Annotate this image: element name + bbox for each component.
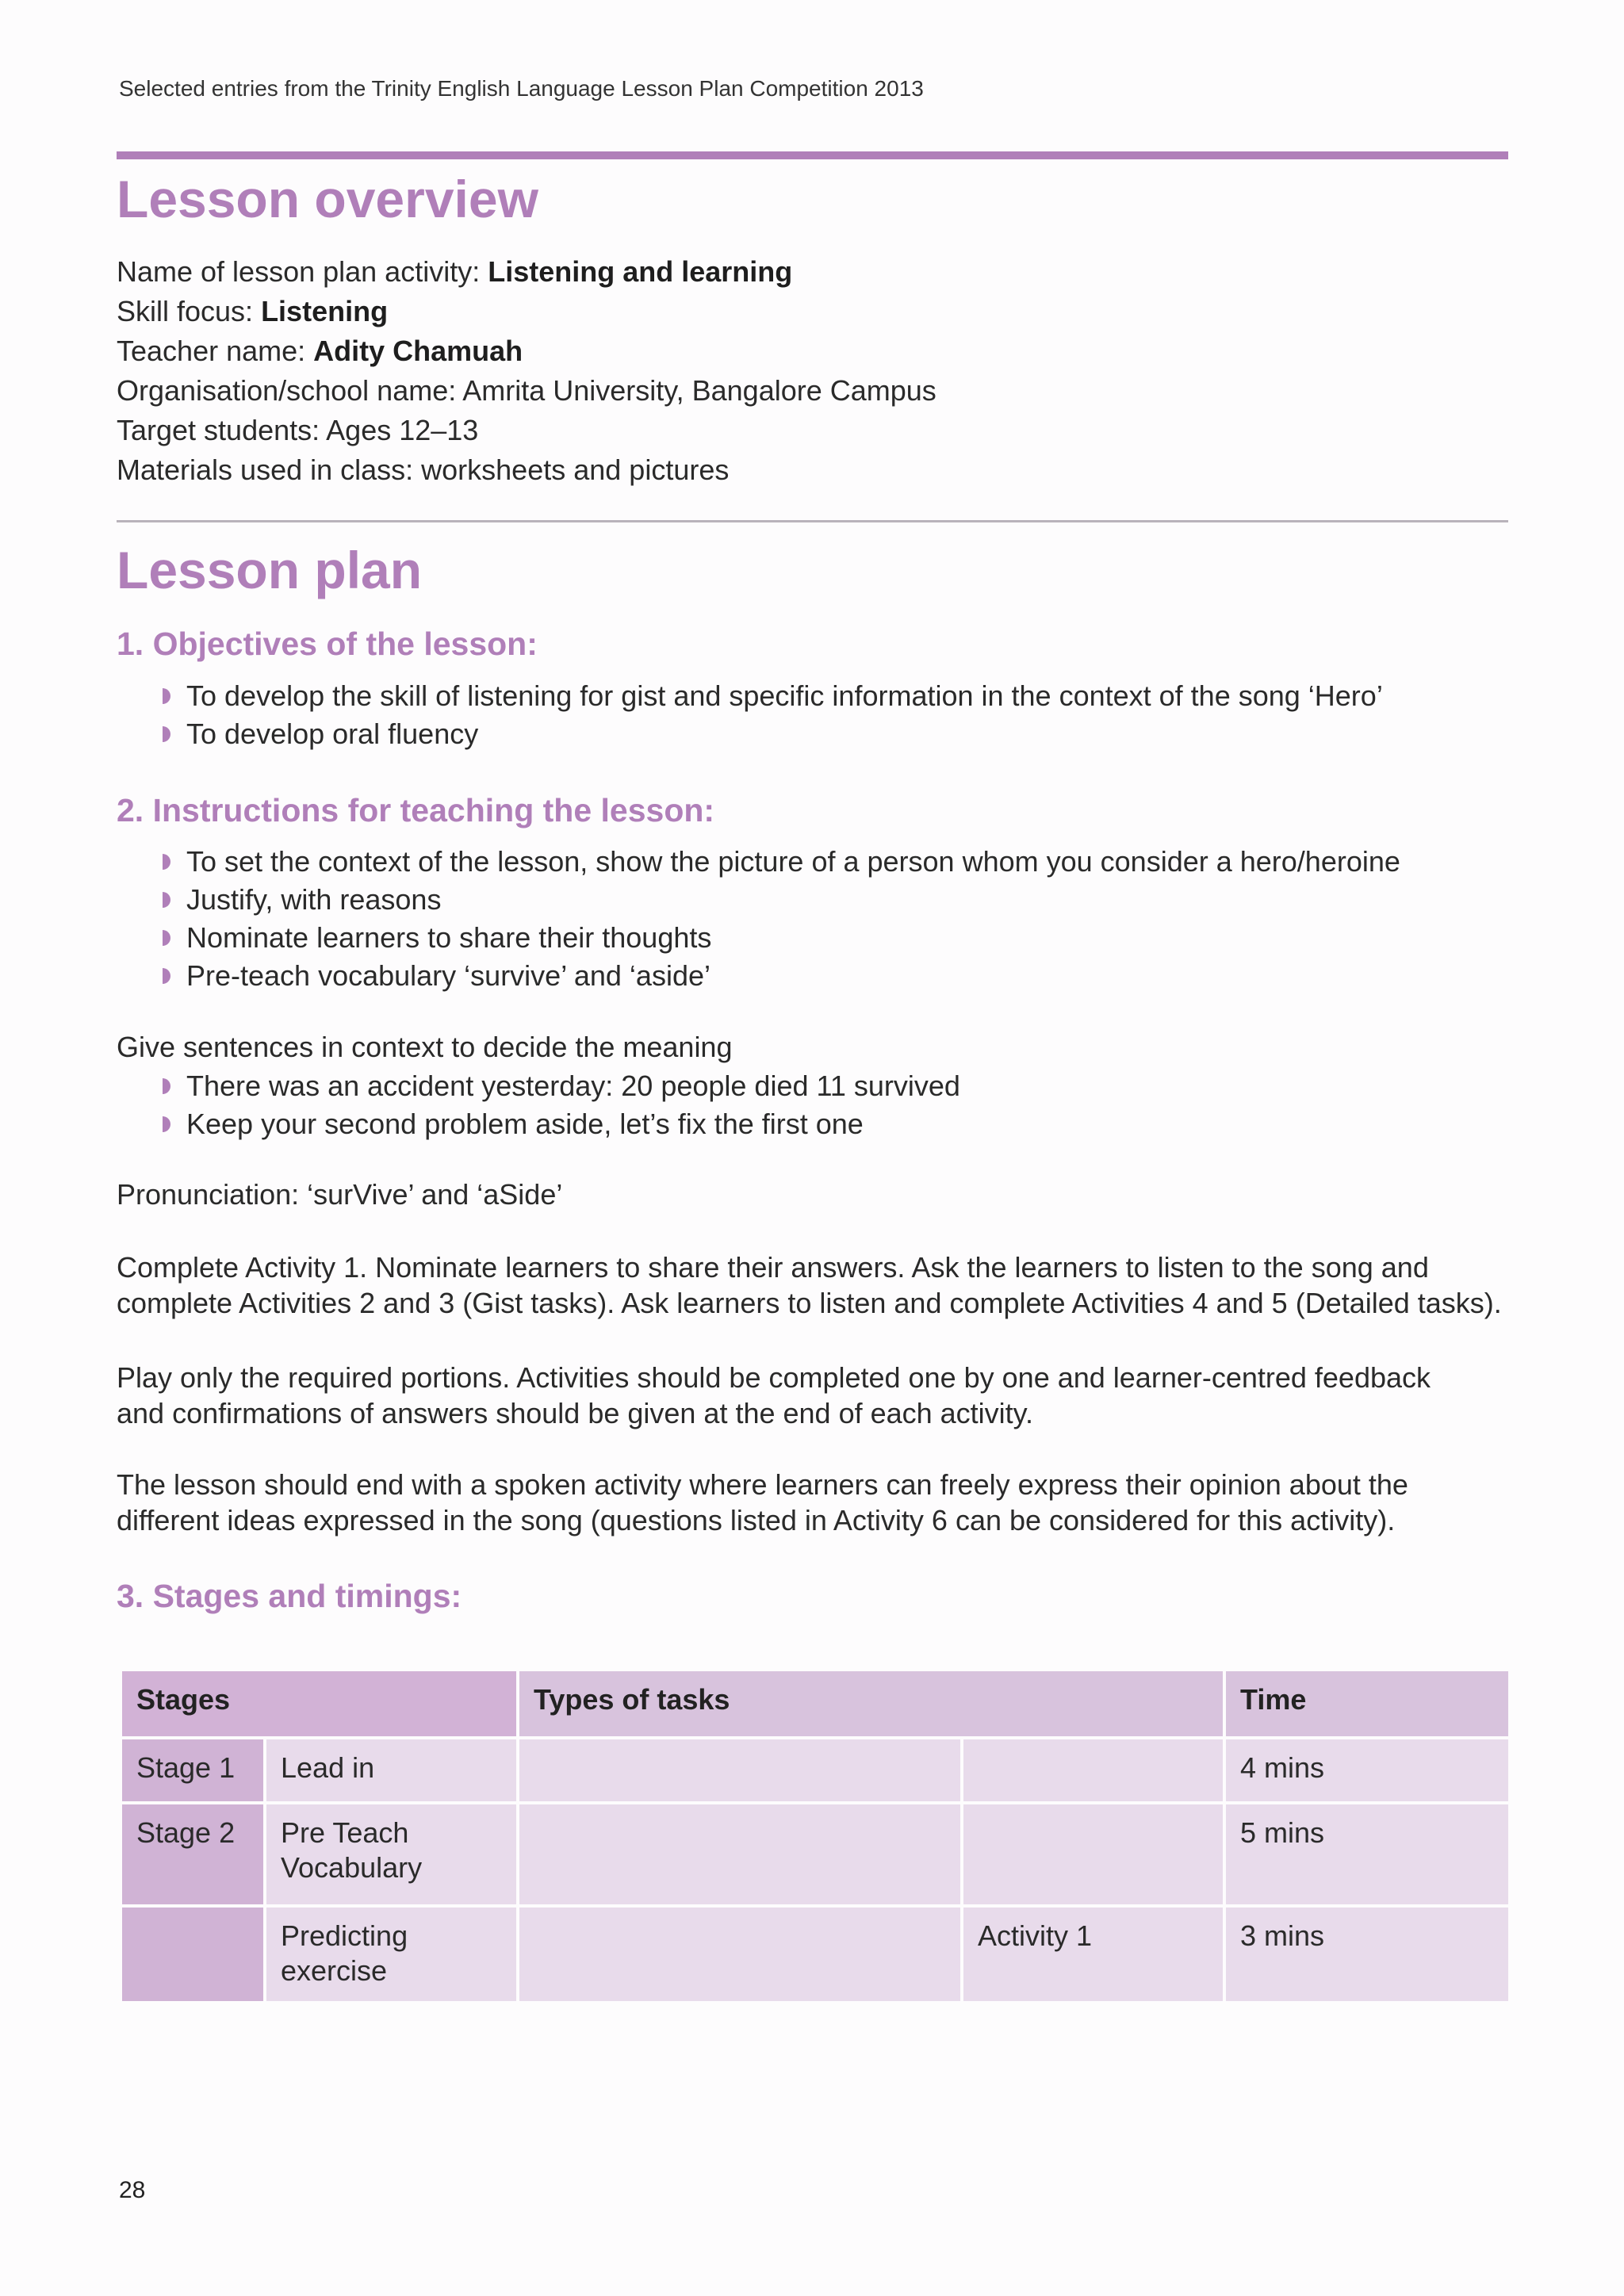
instructions-heading: 2. Instructions for teaching the lesson: — [117, 792, 715, 828]
paragraph-activities — [117, 1249, 1512, 1321]
list-item — [163, 919, 1400, 957]
list-item — [163, 843, 1400, 881]
paragraph-portions — [117, 1360, 1512, 1431]
list-item-text: Pre-teach vocabulary ‘survive’ and ‘aside’ — [186, 959, 710, 992]
table-row — [121, 1803, 1510, 1906]
context-examples-list — [163, 1067, 960, 1143]
list-item-text: Justify, with reasons — [186, 883, 442, 916]
list-item — [163, 1067, 960, 1105]
table-row — [121, 1906, 1510, 2003]
objectives-heading: 1. Objectives of the lesson: — [117, 626, 538, 662]
list-item-text: To develop the skill of listening for gist and specific information in the context of the song ‘Hero’ — [186, 679, 1383, 712]
section-heading-overview: Lesson overview — [117, 170, 538, 228]
list-item — [163, 677, 1383, 715]
paragraph-line: Play only the required portions. Activities should be completed one by one and learner-centred feedback — [117, 1361, 1431, 1394]
overview-teacher-value: Adity Chamuah — [313, 335, 523, 367]
running-header: Selected entries from the Trinity English Language Lesson Plan Competition 2013 — [119, 76, 924, 101]
activity-cell — [962, 1738, 1224, 1803]
column-header-time: Time — [1224, 1670, 1510, 1738]
bullet-icon — [163, 930, 170, 946]
overview-details — [117, 252, 936, 490]
stage-cell: Stage 1 — [121, 1738, 265, 1803]
bullet-icon — [163, 1116, 170, 1132]
list-item — [163, 1105, 960, 1143]
objectives-list — [163, 677, 1383, 753]
list-item-text: Nominate learners to share their thoughts — [186, 921, 712, 954]
bullet-icon — [163, 1078, 170, 1094]
task-cell — [518, 1906, 962, 2003]
table-row — [121, 1738, 1510, 1803]
column-header-stages: Stages — [121, 1670, 518, 1738]
task-cell — [518, 1803, 962, 1906]
header-rule — [117, 151, 1508, 159]
table-header-row — [121, 1670, 1510, 1738]
bullet-icon — [163, 892, 170, 908]
list-item-text: There was an accident yesterday: 20 people died 11 survived — [186, 1070, 960, 1102]
stage-name-cell: Lead in — [265, 1738, 518, 1803]
paragraph-line: Complete Activity 1. Nominate learners to share their answers. Ask the learners to listen to the song and — [117, 1251, 1429, 1284]
bullet-icon — [163, 688, 170, 704]
paragraph-line: The lesson should end with a spoken activity where learners can freely express their opinion about the — [117, 1468, 1408, 1501]
list-item — [163, 957, 1400, 995]
bullet-icon — [163, 968, 170, 984]
paragraph-line: complete Activities 2 and 3 (Gist tasks). Ask learners to listen and complete Activities 4 and 5 (Detailed tasks). — [117, 1287, 1502, 1319]
paragraph-line: different ideas expressed in the song (questions listed in Activity 6 can be considered for this activity). — [117, 1504, 1396, 1536]
overview-organisation: Organisation/school name: Amrita University, Bangalore Campus — [117, 374, 936, 407]
list-item — [163, 715, 1383, 753]
overview-skill-label: Skill focus: — [117, 295, 262, 327]
column-header-types: Types of tasks — [518, 1670, 1224, 1738]
activity-cell — [962, 1803, 1224, 1906]
stage-name-cell: Pre Teach Vocabulary — [265, 1803, 518, 1906]
overview-skill-value: Listening — [261, 295, 389, 327]
time-cell: 5 mins — [1224, 1803, 1510, 1906]
stage-cell: Stage 2 — [121, 1803, 265, 1906]
overview-target: Target students: Ages 12–13 — [117, 414, 479, 446]
overview-activity — [117, 252, 936, 292]
pronunciation-note: Pronunciation: ‘surVive’ and ‘aSide’ — [117, 1178, 563, 1211]
bullet-icon — [163, 726, 170, 742]
paragraph-closing — [117, 1467, 1512, 1538]
stage-cell — [121, 1906, 265, 2003]
bullet-icon — [163, 854, 170, 870]
list-item-text: To set the context of the lesson, show the picture of a person whom you consider a hero/heroine — [186, 845, 1400, 878]
overview-materials: Materials used in class: worksheets and pictures — [117, 453, 730, 486]
section-divider — [117, 520, 1508, 522]
instructions-list — [163, 843, 1400, 995]
time-cell: 3 mins — [1224, 1906, 1510, 2003]
overview-activity-value: Listening and learning — [488, 255, 793, 288]
page-number: 28 — [119, 2177, 146, 2203]
list-item-text: To develop oral fluency — [186, 718, 479, 750]
section-heading-plan: Lesson plan — [117, 541, 423, 599]
activity-cell: Activity 1 — [962, 1906, 1224, 2003]
list-item — [163, 881, 1400, 919]
context-intro: Give sentences in context to decide the meaning — [117, 1031, 733, 1063]
overview-skill — [117, 292, 936, 331]
paragraph-line: and confirmations of answers should be given at the end of each activity. — [117, 1397, 1034, 1429]
stage-name-cell: Predicting exercise — [265, 1906, 518, 2003]
overview-teacher-label: Teacher name: — [117, 335, 314, 367]
stages-heading: 3. Stages and timings: — [117, 1578, 462, 1614]
overview-activity-label: Name of lesson plan activity: — [117, 255, 488, 288]
overview-teacher — [117, 331, 936, 371]
time-cell: 4 mins — [1224, 1738, 1510, 1803]
task-cell — [518, 1738, 962, 1803]
list-item-text: Keep your second problem aside, let’s fix the first one — [186, 1108, 864, 1140]
stages-table — [119, 1668, 1511, 2004]
